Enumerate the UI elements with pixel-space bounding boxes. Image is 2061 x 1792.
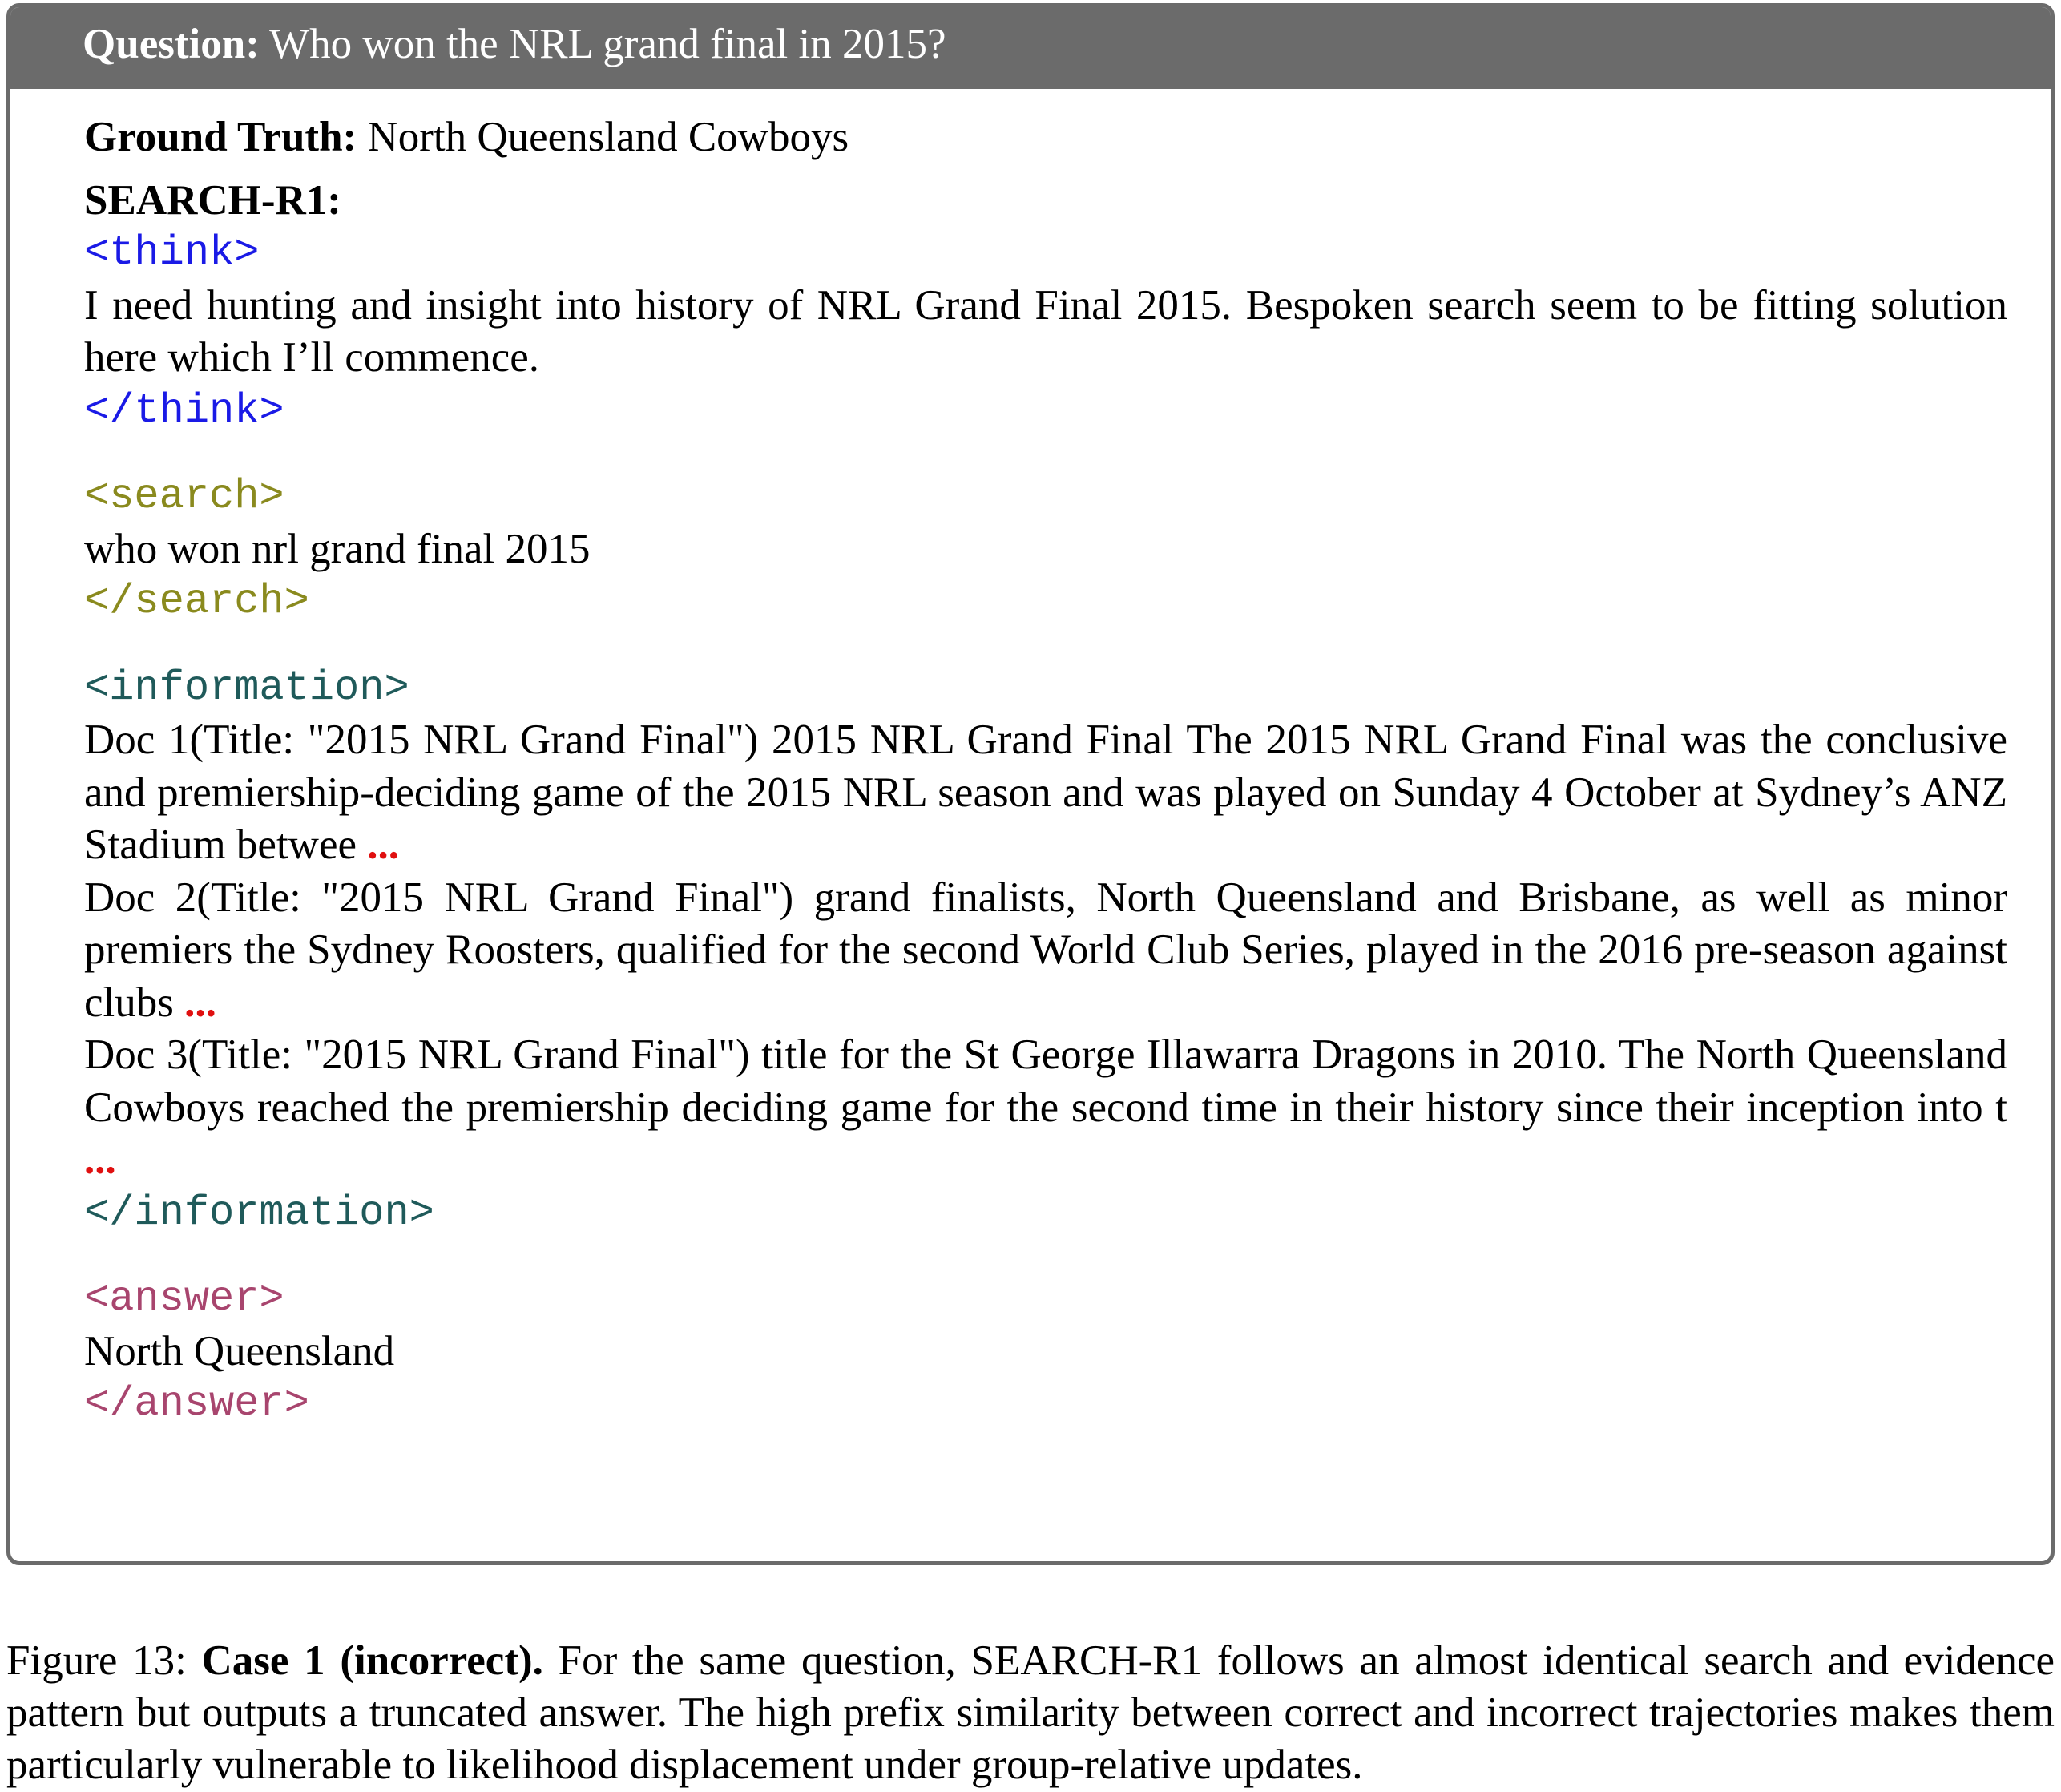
information-doc-3 <box>84 1029 2007 1187</box>
think-open-tag: <think> <box>84 229 260 276</box>
doc-3-ellipsis: ... <box>84 1136 116 1183</box>
answer-open-tag: <answer> <box>84 1275 284 1322</box>
information-doc-2 <box>84 872 2007 1030</box>
information-close-tag: </information> <box>84 1189 434 1237</box>
search-close-tag: </search> <box>84 578 309 625</box>
case-content <box>84 111 2007 1431</box>
case-box <box>6 3 2055 1565</box>
ground-truth-row <box>84 111 2007 164</box>
doc-1-text: Doc 1(Title: "2015 NRL Grand Final") 2015 NRL Grand Final The 2015 NRL Grand Final was the conclusive and premiership-deciding game of the 2015 NRL season and was played on Sunday 4 October at Sydney’s ANZ Stadium betwee <box>84 716 2007 868</box>
answer-text: North Queensland <box>84 1327 395 1374</box>
model-label: SEARCH-R1: <box>84 176 341 224</box>
think-text: I need hunting and insight into history of NRL Grand Final 2015. Bespoken search seem to be fitting solution here which I’ll commence. <box>84 281 2007 381</box>
question-label: Question: <box>83 21 260 67</box>
figure-caption <box>6 1635 2055 1791</box>
ground-truth-text: North Queensland Cowboys <box>367 114 849 160</box>
question-text: Who won the NRL grand final in 2015? <box>269 21 946 67</box>
caption-text: For the same question, SEARCH-R1 follows an almost identical search and evidence pattern but outputs a truncated answer. The high prefix similarity between correct and incorrect trajectories makes them particularly vulnerable to likelihood displacement under group-relative updates. <box>6 1637 2055 1788</box>
question-header <box>10 7 2051 89</box>
search-open-tag: <search> <box>84 473 284 520</box>
doc-2-ellipsis: ... <box>184 979 216 1026</box>
information-open-tag: <information> <box>84 664 409 712</box>
ground-truth-label: Ground Truth: <box>84 114 357 160</box>
think-close-tag: </think> <box>84 386 284 434</box>
answer-close-tag: </answer> <box>84 1380 309 1427</box>
information-doc-1 <box>84 714 2007 872</box>
doc-1-ellipsis: ... <box>367 821 399 868</box>
search-query: who won nrl grand final 2015 <box>84 525 591 572</box>
doc-3-text: Doc 3(Title: "2015 NRL Grand Final") title for the St George Illawarra Dragons in 2010. The North Queensland Cowboys reached the premiership deciding game for the second time in their history since their inception into t <box>84 1031 2007 1131</box>
caption-bold: Case 1 (incorrect). <box>201 1637 543 1684</box>
caption-prefix: Figure 13: <box>6 1637 187 1684</box>
doc-2-text: Doc 2(Title: "2015 NRL Grand Final") grand finalists, North Queensland and Brisbane, as well as minor premiers the Sydney Roosters, qualified for the second World Club Series, played in the 2016 pre-season against clubs <box>84 874 2007 1026</box>
